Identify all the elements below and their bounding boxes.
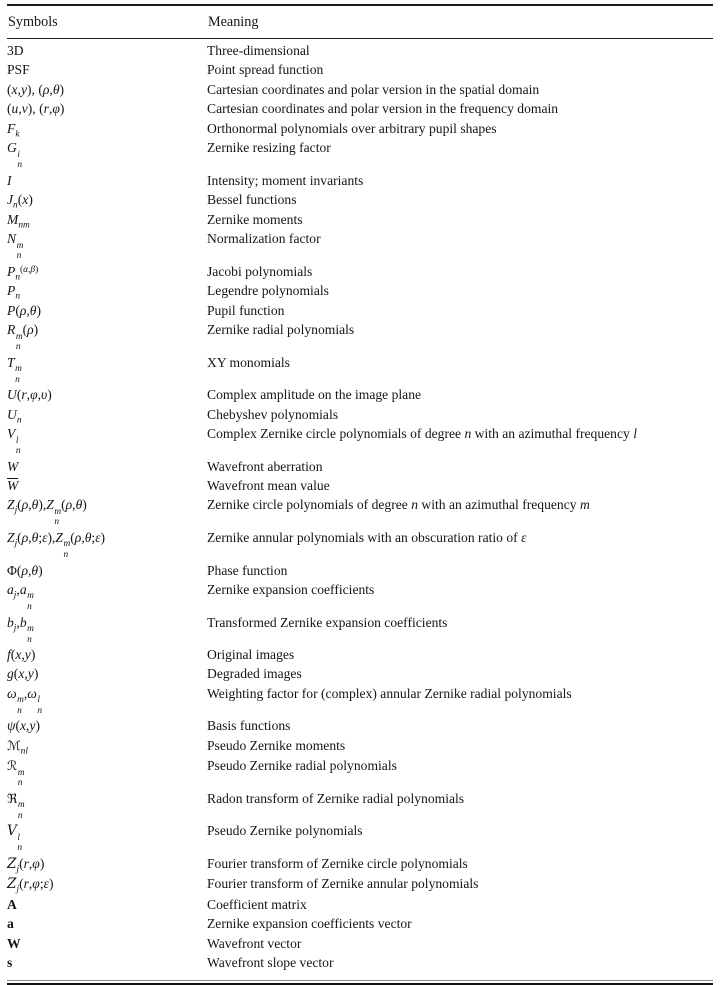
symbol-cell: $Z_j(r,\varphi;\varepsilon)$ <box>7 876 54 895</box>
meaning-cell: Cartesian coordinates and polar version in the spatial domain <box>207 81 540 97</box>
table-row <box>7 476 713 495</box>
symbol-meaning-table <box>7 41 713 973</box>
symbol-cell: ℳ$_{nl}$ <box>7 738 28 757</box>
meaning-cell: XY monomials <box>207 354 290 370</box>
table-row <box>7 684 713 717</box>
symbol-cell: s <box>7 955 13 971</box>
table-row <box>7 385 713 404</box>
meaning-cell: Zernike circle polynomials of degree n with an azimuthal frequency m <box>207 497 590 513</box>
symbol-cell: $F_k$ <box>7 120 20 140</box>
meaning-cell: Wavefront aberration <box>207 458 323 474</box>
meaning-cell: Phase function <box>207 562 288 578</box>
table-row <box>7 953 713 972</box>
table-rule-bottom-thick <box>7 983 713 985</box>
table-row <box>7 645 713 664</box>
meaning-cell: Pseudo Zernike polynomials <box>207 823 363 839</box>
symbol-cell: $U_n$ <box>7 406 22 425</box>
table-row <box>7 664 713 683</box>
symbol-cell: PSF <box>7 62 30 78</box>
symbol-cell: $Z_j(r,\varphi)$ <box>7 855 45 875</box>
table-row <box>7 190 713 209</box>
table-rule-header <box>7 38 713 39</box>
table-row <box>7 262 713 281</box>
meaning-cell: Transformed Zernike expansion coefficients <box>207 614 448 630</box>
symbol-cell: N m n <box>7 231 24 262</box>
meaning-cell: Weighting factor for (complex) annular Zernike radial polynomials <box>207 685 572 701</box>
symbol-cell: g(x,y) <box>7 666 39 682</box>
table-row <box>7 789 713 822</box>
table-row <box>7 580 713 613</box>
table-row <box>7 229 713 262</box>
meaning-cell: Chebyshev polynomials <box>207 406 339 422</box>
meaning-cell: Wavefront vector <box>207 935 302 951</box>
table-row <box>7 821 713 854</box>
table-row <box>7 457 713 476</box>
meaning-cell: Normalization factor <box>207 231 321 247</box>
meaning-cell: Orthonormal polynomials over arbitrary pupil shapes <box>207 120 497 136</box>
symbol-cell: (u,v), (r,φ) <box>7 101 65 117</box>
symbol-cell: A <box>7 896 17 912</box>
meaning-column-header: Meaning <box>208 13 259 30</box>
meaning-cell: Original images <box>207 647 295 663</box>
table-row <box>7 874 713 894</box>
symbol-cell: V l n <box>7 823 23 854</box>
table-row <box>7 171 713 190</box>
meaning-cell: Bessel functions <box>207 192 297 208</box>
meaning-cell: Zernike expansion coefficients vector <box>207 916 412 932</box>
symbol-cell: W <box>7 478 19 493</box>
symbol-cell: W <box>7 458 19 474</box>
symbol-cell: R m n (ρ) <box>7 322 39 353</box>
meaning-cell: Degraded images <box>207 666 302 682</box>
table-rule-bottom-thin <box>7 980 713 981</box>
table-row <box>7 320 713 353</box>
meaning-cell: Radon transform of Zernike radial polynomials <box>207 790 465 806</box>
meaning-cell: Pseudo Zernike moments <box>207 737 346 753</box>
symbol-cell: $a_j,a$ m n <box>7 581 34 612</box>
table-row <box>7 281 713 300</box>
table-row <box>7 756 713 789</box>
table-row <box>7 528 713 561</box>
meaning-cell: Wavefront slope vector <box>207 955 334 971</box>
table-row <box>7 301 713 320</box>
meaning-cell: Complex Zernike circle polynomials of degree n with an azimuthal frequency l <box>207 426 637 442</box>
symbol-cell: W <box>7 935 21 951</box>
symbol-cell: G i n <box>7 140 23 171</box>
meaning-cell: Fourier transform of Zernike circle polynomials <box>207 855 468 871</box>
table-row <box>7 854 713 874</box>
meaning-cell: Coefficient matrix <box>207 896 307 912</box>
table-row <box>7 495 713 528</box>
symbol-cell: T m n <box>7 354 22 385</box>
meaning-cell: Zernike expansion coefficients <box>207 581 375 597</box>
meaning-cell: Pupil function <box>207 302 285 318</box>
table-row <box>7 736 713 756</box>
symbol-cell: $P_n$ <box>7 283 20 302</box>
symbol-cell: $Z_j(\rho,\theta;\varepsilon),Z$ m n (ρ,θ;ε) <box>7 529 106 560</box>
symbol-cell: 3D <box>7 43 24 58</box>
meaning-cell: Cartesian coordinates and polar version in the frequency domain <box>207 101 559 117</box>
symbol-cell: ℜ m n <box>7 791 25 821</box>
symbols-column-header: Symbols <box>8 13 58 30</box>
meaning-cell: Zernike moments <box>207 211 303 227</box>
meaning-cell: Intensity; moment invariants <box>207 172 364 188</box>
meaning-cell: Complex amplitude on the image plane <box>207 387 422 403</box>
symbol-cell: $P_n^{(\alpha,\beta)}$ <box>7 263 39 282</box>
table-row <box>7 41 713 60</box>
symbol-cell: (x,y), (ρ,θ) <box>7 81 65 97</box>
table-row <box>7 561 713 580</box>
table-row <box>7 895 713 914</box>
table-row <box>7 934 713 953</box>
meaning-cell: Legendre polynomials <box>207 283 329 299</box>
table-row <box>7 353 713 386</box>
symbol-cell: I <box>7 172 12 188</box>
table-row <box>7 138 713 171</box>
symbol-cell: $b_j,b$ m n <box>7 614 34 645</box>
symbol-cell: U(r,φ,υ) <box>7 387 52 403</box>
table-row <box>7 210 713 229</box>
meaning-cell: Wavefront mean value <box>207 478 330 493</box>
symbols-table <box>7 4 713 985</box>
meaning-cell: Fourier transform of Zernike annular polynomials <box>207 876 479 892</box>
meaning-cell: Pseudo Zernike radial polynomials <box>207 758 397 774</box>
table-row <box>7 99 713 118</box>
symbol-cell: Φ(ρ,θ) <box>7 562 43 578</box>
table-header-row <box>7 6 713 38</box>
symbol-cell: f(x,y) <box>7 647 36 663</box>
table-row <box>7 119 713 138</box>
symbol-cell: ℛ m n <box>7 759 25 789</box>
table-row <box>7 613 713 646</box>
table-row <box>7 60 713 79</box>
symbol-cell: ψ(x,y) <box>7 718 41 734</box>
table-row <box>7 424 713 457</box>
meaning-cell: Zernike resizing factor <box>207 140 331 156</box>
meaning-cell: Zernike annular polynomials with an obscuration ratio of ε <box>207 529 527 545</box>
meaning-cell: Three-dimensional <box>207 43 310 58</box>
symbol-table-body <box>7 41 713 973</box>
meaning-cell: Basis functions <box>207 718 291 734</box>
table-row <box>7 405 713 424</box>
symbol-cell: ω m n ,ω l n <box>7 685 43 716</box>
symbol-cell: a <box>7 916 14 932</box>
symbol-cell: $J_n(x)$ <box>7 192 33 211</box>
symbol-cell: $Z_j(\rho,\theta),Z$ m n (ρ,θ) <box>7 497 87 528</box>
meaning-cell: Jacobi polynomials <box>207 263 313 279</box>
table-row <box>7 914 713 933</box>
symbol-cell: V l n <box>7 426 21 457</box>
meaning-cell: Zernike radial polynomials <box>207 322 355 338</box>
meaning-cell: Point spread function <box>207 62 324 78</box>
table-row <box>7 716 713 735</box>
symbol-cell: $M_{nm}$ <box>7 211 30 230</box>
table-row <box>7 80 713 99</box>
symbol-cell: P(ρ,θ) <box>7 302 41 318</box>
